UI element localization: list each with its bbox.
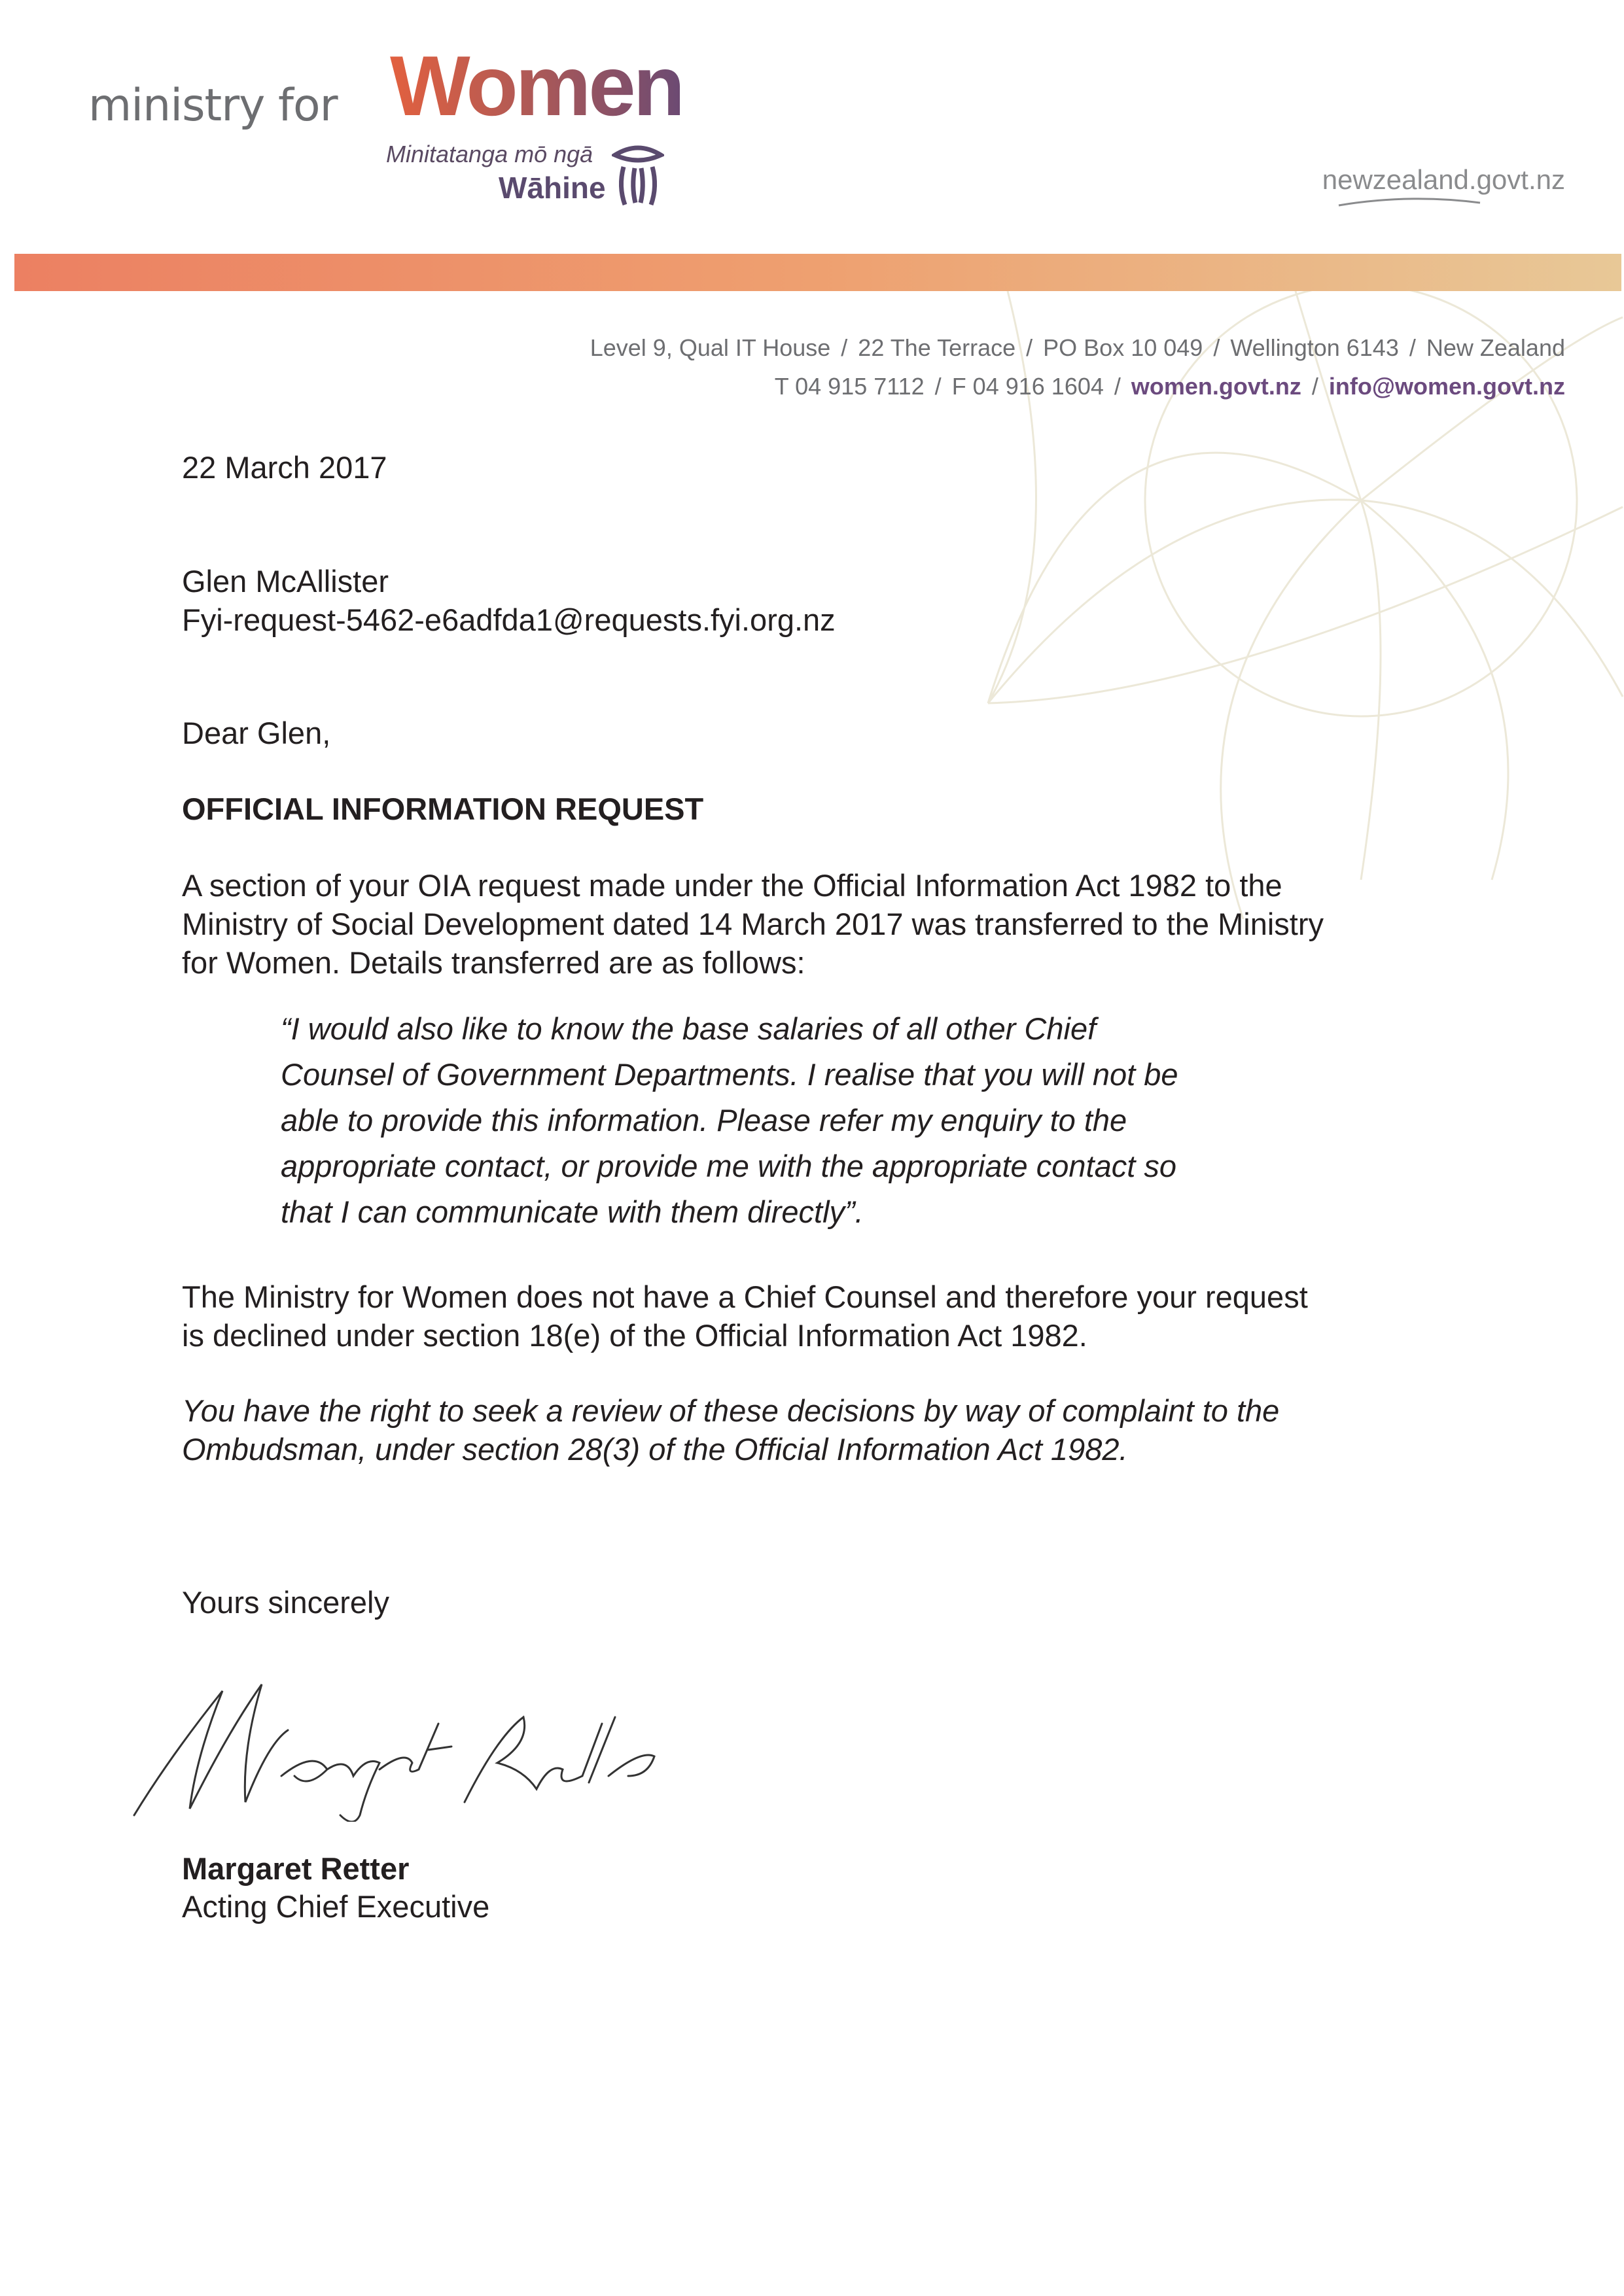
nz-govt-swoosh [1337,196,1481,207]
paragraph-decision: The Ministry for Women does not have a Chief Counsel and therefore your request is declined under section 18(e) of the Official Information Act 1982. [182,1279,1308,1353]
salutation: Dear Glen, [182,716,331,750]
address-street: 22 The Terrace [858,334,1016,361]
recipient-email: Fyi-request-5462-e6adfda1@requests.fyi.org.nz [182,602,836,637]
newzealand-govt-logo: newzealand.govt.nz [1322,164,1565,195]
signer-title: Acting Chief Executive [182,1889,490,1924]
closing: Yours sincerely [182,1585,389,1620]
logo-maori-name: Minitatanga mō ngā [386,141,593,167]
email-link[interactable]: info@women.govt.nz [1328,373,1565,400]
logo-wahine: Wāhine [499,171,606,205]
address-line: Level 9, Qual IT House / 22 The Terrace / PO Box 10 049 / Wellington 6143 / New Zealand [590,334,1565,361]
logo-ministry-for: ministry for [88,80,338,131]
address-building: Level 9, Qual IT House [590,334,831,361]
address-city: Wellington 6143 [1230,334,1399,361]
letter-heading: OFFICIAL INFORMATION REQUEST [182,791,704,826]
handwritten-signature [131,1678,674,1822]
recipient-name: Glen McAllister [182,564,389,599]
address-country: New Zealand [1426,334,1565,361]
fax: F 04 916 1604 [951,373,1104,400]
paragraph-intro: A section of your OIA request made under the Official Information Act 1982 to the Ministry of Social Development dated 14 March 2017 was transferred to the Ministry for Women. Details transferred are as follows: [182,868,1324,980]
quoted-request: “I would also like to know the base salaries of all other Chief Counsel of Government Departments. I realise that you will not be able to provide this information. Please refer my enquiry to the appropriate contact, or provide me with the appropriate contact so that I can communicate with them directly”. [281,1011,1178,1229]
maori-emblem-icon [612,141,664,206]
address-po-box: PO Box 10 049 [1043,334,1203,361]
paragraph-review-rights: You have the right to seek a review of these decisions by way of complaint to the Ombudsman, under section 28(3) of the Official Information Act 1982. [182,1393,1280,1467]
contact-line: T 04 915 7112 / F 04 916 1604 / women.govt.nz / info@women.govt.nz [774,373,1565,400]
website-link[interactable]: women.govt.nz [1131,373,1301,400]
signer-name: Margaret Retter [182,1851,410,1886]
header-color-bar [14,254,1621,291]
phone: T 04 915 7112 [774,373,925,400]
logo-women: Women [390,38,683,133]
letter-date: 22 March 2017 [182,450,387,485]
